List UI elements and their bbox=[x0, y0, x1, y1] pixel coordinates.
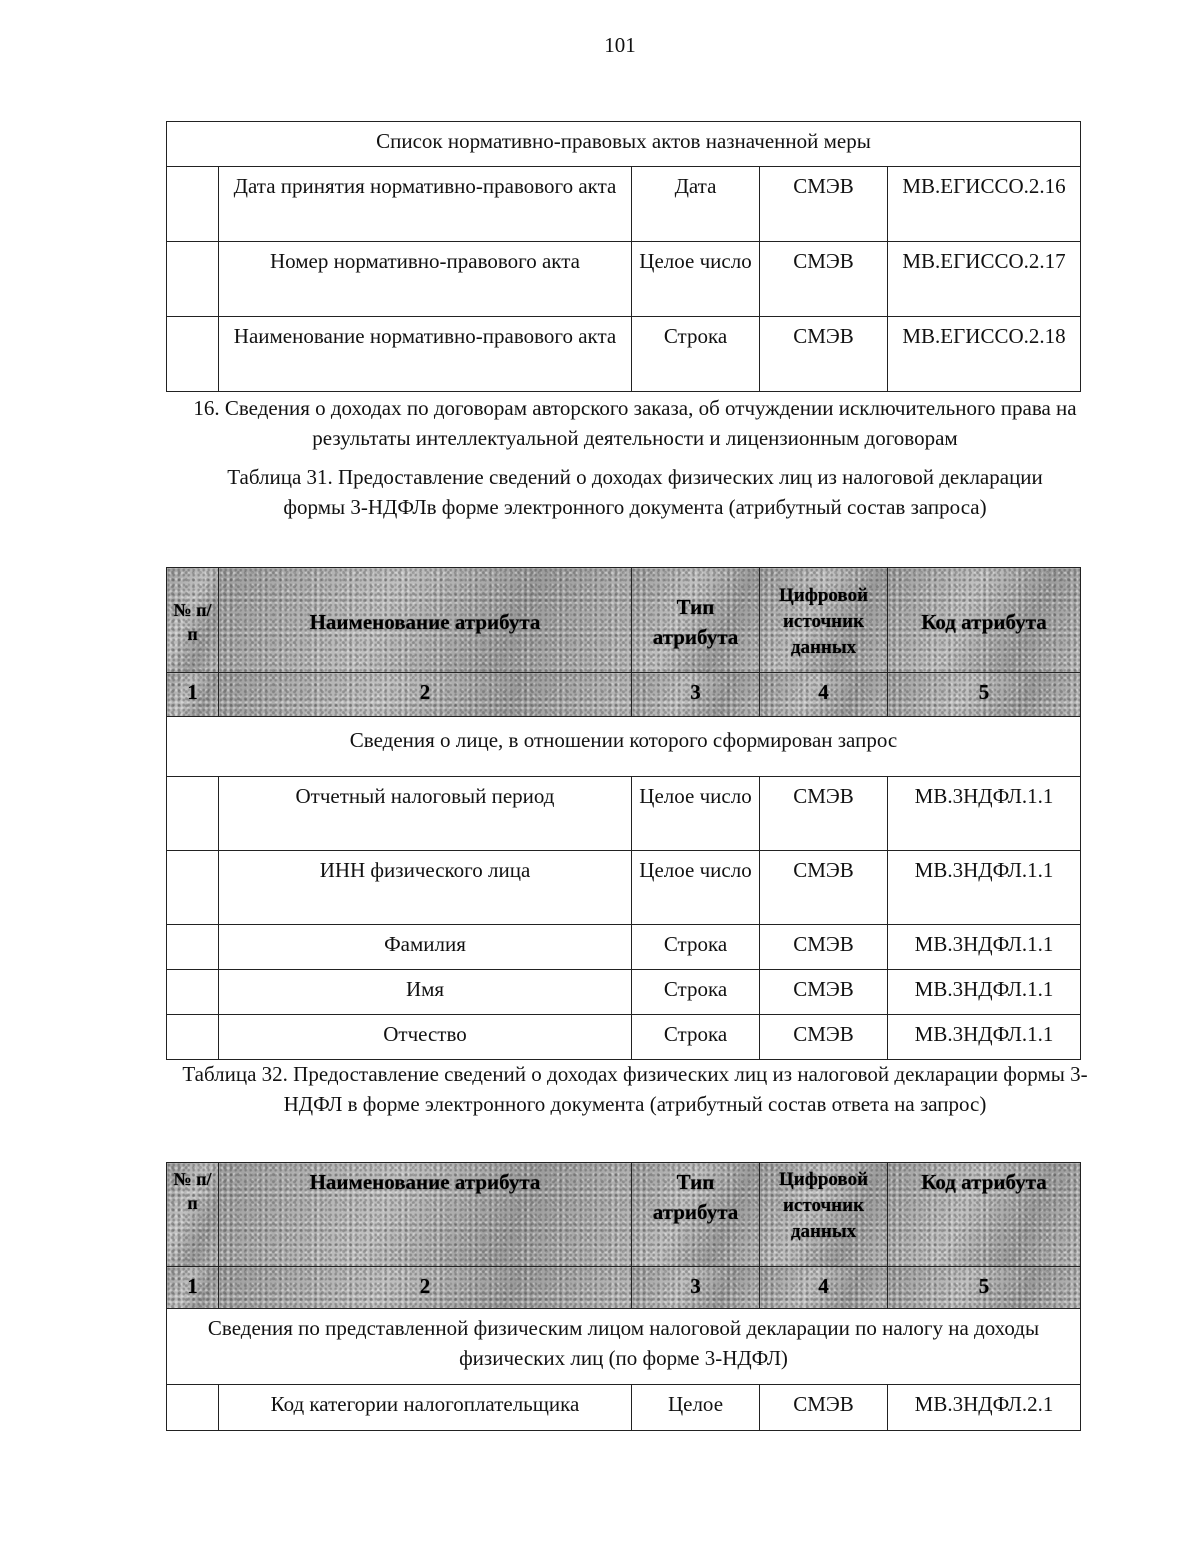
data-source-cell: СМЭВ bbox=[760, 1385, 888, 1431]
column-number-2: 2 bbox=[219, 1267, 632, 1309]
row-number-cell bbox=[167, 851, 219, 925]
table-row bbox=[167, 925, 1081, 970]
header-attribute-code: Код атрибута bbox=[888, 1163, 1081, 1267]
data-source-cell: СМЭВ bbox=[760, 925, 888, 970]
data-source-cell: СМЭВ bbox=[760, 777, 888, 851]
table-31-caption: Таблица 31. Предоставление сведений о доходах физических лиц из налоговой декларации формы 3-НДФЛв форме электронного документа (атрибутный состав запроса) bbox=[227, 465, 1043, 519]
attribute-type-cell: Целое bbox=[632, 1385, 760, 1431]
attribute-code-cell: МВ.ЕГИССО.2.17 bbox=[888, 242, 1081, 317]
table-section-title: Список нормативно-правовых актов назначенной меры bbox=[167, 122, 1081, 167]
table-row bbox=[167, 242, 1081, 317]
row-number-cell bbox=[167, 970, 219, 1015]
attribute-name-cell: ИНН физического лица bbox=[219, 851, 632, 925]
attribute-code-cell: МВ.3НДФЛ.1.1 bbox=[888, 851, 1081, 925]
table-32-caption: Таблица 32. Предоставление сведений о доходах физических лиц из налоговой декларации формы 3-НДФЛ в форме электронного документа (атрибутный состав ответа на запрос) bbox=[182, 1062, 1088, 1116]
row-number-cell bbox=[167, 925, 219, 970]
column-number-3: 3 bbox=[632, 1267, 760, 1309]
legal-acts-table bbox=[166, 121, 1081, 392]
table-row bbox=[167, 167, 1081, 242]
attribute-name-cell: Фамилия bbox=[219, 925, 632, 970]
table-row bbox=[167, 777, 1081, 851]
attribute-type-cell: Целое число bbox=[632, 851, 760, 925]
row-number-cell bbox=[167, 777, 219, 851]
attribute-name-cell: Номер нормативно-правового акта bbox=[219, 242, 632, 317]
table-31 bbox=[166, 567, 1081, 1060]
data-source-cell: СМЭВ bbox=[760, 167, 888, 242]
table-row bbox=[167, 970, 1081, 1015]
header-attribute-type: Тип атрибута bbox=[632, 568, 760, 673]
row-number-cell bbox=[167, 167, 219, 242]
attribute-type-cell: Строка bbox=[632, 970, 760, 1015]
header-attribute-type: Тип атрибута bbox=[632, 1163, 760, 1267]
column-number-3: 3 bbox=[632, 673, 760, 717]
row-number-cell bbox=[167, 1015, 219, 1060]
attribute-code-cell: МВ.3НДФЛ.1.1 bbox=[888, 777, 1081, 851]
header-attribute-name: Наименование атрибута bbox=[219, 568, 632, 673]
attribute-code-cell: МВ.ЕГИССО.2.18 bbox=[888, 317, 1081, 392]
attribute-code-cell: МВ.3НДФЛ.1.1 bbox=[888, 970, 1081, 1015]
row-number-cell bbox=[167, 1385, 219, 1431]
attribute-name-cell: Имя bbox=[219, 970, 632, 1015]
data-source-cell: СМЭВ bbox=[760, 1015, 888, 1060]
attribute-code-cell: МВ.3НДФЛ.1.1 bbox=[888, 925, 1081, 970]
column-number-4: 4 bbox=[760, 673, 888, 717]
table-row bbox=[167, 317, 1081, 392]
column-number-5: 5 bbox=[888, 673, 1081, 717]
attribute-type-cell: Целое число bbox=[632, 777, 760, 851]
table-32 bbox=[166, 1162, 1081, 1431]
page-number: 101 bbox=[604, 33, 636, 57]
attribute-name-cell: Дата принятия нормативно-правового акта bbox=[219, 167, 632, 242]
table-row bbox=[167, 851, 1081, 925]
section-16-heading: 16. Сведения о доходах по договорам авторского заказа, об отчуждении исключительного права на результаты интеллектуальной деятельности и лицензионным договорам bbox=[193, 396, 1077, 450]
header-attribute-code: Код атрибута bbox=[888, 568, 1081, 673]
attribute-type-cell: Строка bbox=[632, 317, 760, 392]
column-number-5: 5 bbox=[888, 1267, 1081, 1309]
attribute-name-cell: Отчетный налоговый период bbox=[219, 777, 632, 851]
attribute-name-cell: Наименование нормативно-правового акта bbox=[219, 317, 632, 392]
attribute-name-cell: Отчество bbox=[219, 1015, 632, 1060]
row-number-cell bbox=[167, 242, 219, 317]
header-data-source: Цифровой источник данных bbox=[760, 568, 888, 673]
attribute-type-cell: Строка bbox=[632, 1015, 760, 1060]
header-number: № п/п bbox=[167, 568, 219, 673]
table-section-title: Сведения о лице, в отношении которого сформирован запрос bbox=[167, 717, 1081, 777]
attribute-code-cell: МВ.3НДФЛ.1.1 bbox=[888, 1015, 1081, 1060]
attribute-type-cell: Строка bbox=[632, 925, 760, 970]
header-number: № п/п bbox=[167, 1163, 219, 1267]
attribute-code-cell: МВ.3НДФЛ.2.1 bbox=[888, 1385, 1081, 1431]
table-row bbox=[167, 1015, 1081, 1060]
data-source-cell: СМЭВ bbox=[760, 970, 888, 1015]
attribute-type-cell: Дата bbox=[632, 167, 760, 242]
table-section-title: Сведения по представленной физическим лицом налоговой декларации по налогу на доходы физических лиц (по форме 3-НДФЛ) bbox=[167, 1309, 1081, 1385]
column-number-1: 1 bbox=[167, 1267, 219, 1309]
attribute-name-cell: Код категории налогоплательщика bbox=[219, 1385, 632, 1431]
column-number-1: 1 bbox=[167, 673, 219, 717]
attribute-type-cell: Целое число bbox=[632, 242, 760, 317]
data-source-cell: СМЭВ bbox=[760, 317, 888, 392]
row-number-cell bbox=[167, 317, 219, 392]
attribute-code-cell: МВ.ЕГИССО.2.16 bbox=[888, 167, 1081, 242]
header-attribute-name: Наименование атрибута bbox=[219, 1163, 632, 1267]
data-source-cell: СМЭВ bbox=[760, 851, 888, 925]
data-source-cell: СМЭВ bbox=[760, 242, 888, 317]
column-number-4: 4 bbox=[760, 1267, 888, 1309]
header-data-source: Цифровой источник данных bbox=[760, 1163, 888, 1267]
column-number-2: 2 bbox=[219, 673, 632, 717]
table-row bbox=[167, 1385, 1081, 1431]
